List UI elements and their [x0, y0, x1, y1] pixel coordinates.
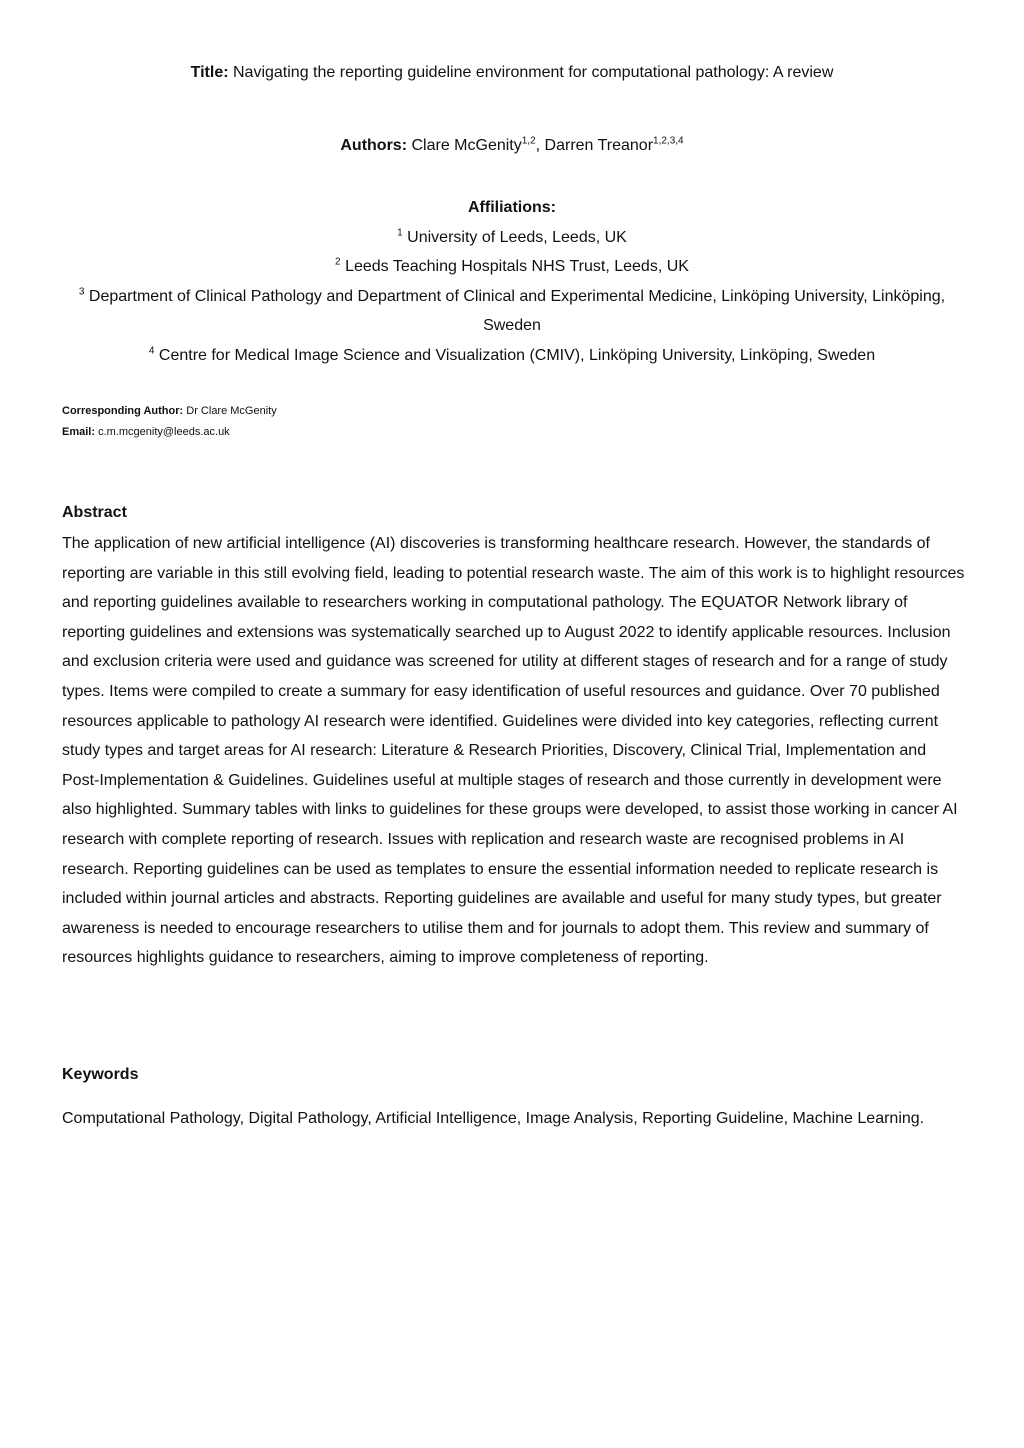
affiliation-text: Department of Clinical Pathology and Department of Clinical and Experimental Medicine, Linköping University, Linköping, Sweden: [88, 287, 946, 335]
affiliation-text: Centre for Medical Image Science and Visualization (CMIV), Linköping University, Linköping, Sweden: [158, 346, 876, 364]
corresponding-author: [62, 401, 277, 422]
contact-block: [62, 401, 277, 443]
abstract-text: The application of new artificial intelligence (AI) discoveries is transforming healthcare research. However, the standards of reporting are variable in this still evolving field, leading to potential research waste. The aim of this work is to highlight resources and reporting guidelines available to researchers working in computational pathology. The EQUATOR Network library of reporting guidelines and extensions was systematically searched up to August 2022 to identify applicable resources. Inclusion and exclusion criteria were used and guidance was screened for utility at different stages of research and for a range of study types. Items were compiled to create a summary for easy identification of useful resources and guidance. Over 70 published resources applicable to pathology AI research were identified. Guidelines were divided into key categories, reflecting current study types and target areas for AI research: Literature & Research Priorities, Discovery, Clinical Trial, Implementation and Post-Implementation & Guidelines. Guidelines useful at multiple stages of research and those currently in development were also highlighted. Summary tables with links to guidelines for these groups were developed, to assist those working in cancer AI research with complete reporting of research. Issues with replication and research waste are recognised problems in AI research. Reporting guidelines can be used as templates to ensure the essential information needed to replicate research is included within journal articles and abstracts. Reporting guidelines are available and useful for many study types, but greater awareness is needed to encourage researchers to utilise them and for journals to adopt them. This review and summary of resources highlights guidance to researchers, aiming to improve completeness of reporting.: [62, 535, 965, 967]
authors-label: Authors:: [340, 137, 408, 154]
affiliation-text: Leeds Teaching Hospitals NHS Trust, Leeds, UK: [345, 258, 689, 276]
corresponding-author-label: Corresponding Author:: [62, 405, 184, 417]
affiliation-item: [62, 223, 962, 253]
affiliations-block: [62, 193, 962, 371]
affiliation-item: [62, 341, 962, 371]
abstract-heading: Abstract: [62, 504, 127, 521]
contact-email: [62, 422, 277, 443]
title-text: Navigating the reporting guideline environment for computational pathology: A review: [233, 64, 834, 81]
author-affiliation-marks: 1,2: [521, 135, 536, 147]
affiliation-number: 2: [335, 256, 341, 268]
paper-title: [0, 62, 1024, 84]
author-affiliation-marks: 1,2,3,4: [653, 135, 684, 147]
affiliation-text: University of Leeds, Leeds, UK: [407, 228, 627, 246]
affiliations-heading: Affiliations:: [468, 199, 556, 216]
keywords-heading: Keywords: [62, 1066, 139, 1083]
email-value[interactable]: c.m.mcgenity@leeds.ac.uk: [98, 426, 230, 438]
affiliation-number: 1: [397, 227, 403, 239]
affiliation-item: [62, 252, 962, 282]
author-name: Clare McGenity: [411, 137, 522, 154]
keywords-text: Computational Pathology, Digital Pathology, Artificial Intelligence, Image Analysis, Reporting Guideline, Machine Learning.: [62, 1110, 925, 1127]
title-label: Title:: [190, 64, 229, 81]
author-list: [0, 135, 1024, 157]
affiliation-number: 4: [148, 345, 155, 357]
author-name: Darren Treanor: [544, 137, 654, 154]
corresponding-author-value: Dr Clare McGenity: [186, 405, 277, 417]
email-label: Email:: [62, 426, 96, 438]
affiliation-item: [62, 282, 962, 341]
author-separator: ,: [535, 137, 545, 154]
affiliation-number: 3: [78, 286, 85, 298]
